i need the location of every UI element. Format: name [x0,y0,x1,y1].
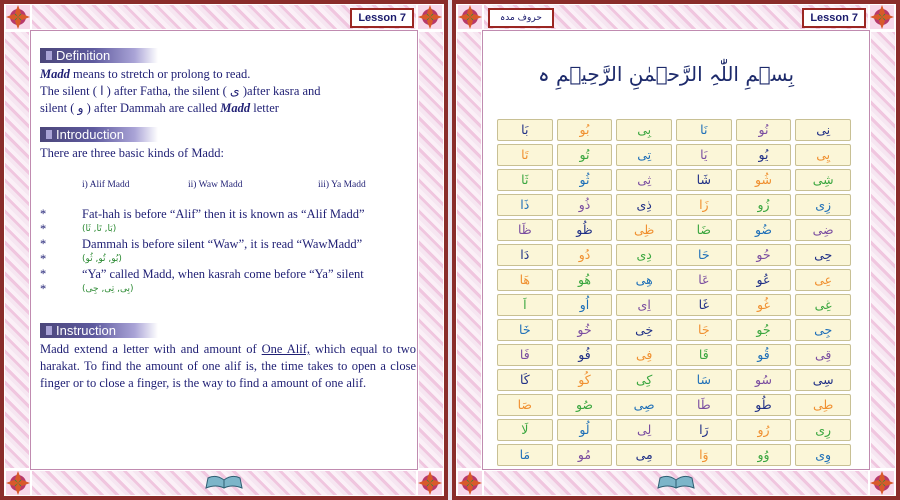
definition-heading: Definition [40,48,158,63]
bullet-item: * “Ya” called Madd, when kasrah come before “Ya” silent [40,267,364,281]
letter-cell[interactable]: یُو [736,144,792,166]
corner-flower-icon [417,470,443,496]
letter-cell[interactable]: قُو [736,344,792,366]
letter-cell[interactable]: مُو [557,444,613,466]
letter-cell[interactable]: کَا [497,369,553,391]
letter-cell[interactable]: مِی [616,444,672,466]
letter-cell[interactable]: تُو [557,144,613,166]
letter-cell[interactable]: ضَا [676,219,732,241]
bullet-item: * Dammah is before silent “Waw”, it is read “WawMadd” [40,237,363,251]
letter-cell[interactable]: رَا [676,419,732,441]
lesson-label: Lesson 7 [802,8,866,28]
letter-cell[interactable]: ضِی [795,219,851,241]
letter-cell[interactable]: غِی [795,294,851,316]
basmala: بِسۡمِ اللّٰہِ الرَّحۡمٰنِ الرَّحِیۡمِ ہ [537,62,795,86]
floral-border-left [457,32,481,468]
letter-cell[interactable]: حِی [795,244,851,266]
letter-cell[interactable]: اَ [497,294,553,316]
letter-cell[interactable]: حُو [736,244,792,266]
floral-border-right [871,32,895,468]
letter-cell[interactable]: کِی [616,369,672,391]
lesson-text [40,48,416,392]
letter-cell[interactable]: رُو [736,419,792,441]
definition-line-3: silent ( و ) after Dammah are called Madd letter [40,101,279,115]
letter-cell[interactable]: فُو [557,344,613,366]
letter-cell[interactable]: فِی [616,344,672,366]
letter-cell[interactable]: هِی [616,269,672,291]
letter-cell[interactable]: رِی [795,419,851,441]
letter-cell[interactable]: ثَا [497,169,553,191]
letter-cell[interactable]: خُو [557,319,613,341]
letter-cell[interactable]: صَا [497,394,553,416]
definition-line-1: Madd means to stretch or prolong to read. [40,67,251,81]
madd-letter-grid [497,119,851,466]
letter-cell[interactable]: خِی [616,319,672,341]
letter-cell[interactable]: تَا [497,144,553,166]
letter-cell[interactable]: دُو [557,244,613,266]
letter-cell[interactable]: هَا [497,269,553,291]
instruction-heading: Instruction [40,323,158,338]
letter-cell[interactable]: خَا [497,319,553,341]
letter-cell[interactable]: زُو [736,194,792,216]
letter-cell[interactable]: تِی [616,144,672,166]
corner-flower-icon [457,470,483,496]
letter-cell[interactable]: طُو [736,394,792,416]
letter-cell[interactable]: غَا [676,294,732,316]
letter-cell[interactable]: دِی [616,244,672,266]
letter-cell[interactable]: لِی [616,419,672,441]
letter-cell[interactable]: طِی [795,394,851,416]
letter-cell[interactable]: غُو [736,294,792,316]
left-page [0,0,448,500]
open-book-icon [656,474,696,490]
urdu-title-label: حروف مدہ [488,8,554,28]
letter-cell[interactable]: صُو [557,394,613,416]
letter-cell[interactable]: دَا [497,244,553,266]
letter-cell[interactable]: سُو [736,369,792,391]
letter-cell[interactable]: شَا [676,169,732,191]
letter-cell[interactable]: سَا [676,369,732,391]
letter-cell[interactable]: نِی [795,119,851,141]
letter-cell[interactable]: یَا [676,144,732,166]
corner-flower-icon [5,470,31,496]
letter-cell[interactable]: اُو [557,294,613,316]
letter-cell[interactable]: جَا [676,319,732,341]
letter-cell[interactable]: ظِی [616,219,672,241]
letter-cell[interactable]: نَا [676,119,732,141]
letter-cell[interactable]: جُو [736,319,792,341]
letter-cell[interactable]: وِی [795,444,851,466]
letter-cell[interactable]: قِی [795,344,851,366]
instruction-text: Madd extend a letter with and amount of One Alif, which equal to two harakat. To find the amount of one alif is, the time takes to open a close finger or to close a finger, is the way to find a amount of one alif. [40,342,417,390]
letter-cell[interactable]: یِی [795,144,851,166]
letter-cell[interactable]: قَا [676,344,732,366]
bullet-item: * (بِی, تِی, جِی) [40,282,134,296]
letter-cell[interactable]: کُو [557,369,613,391]
letter-cell[interactable]: زِی [795,194,851,216]
letter-cell[interactable]: بُو [557,119,613,141]
bullet-item: * (بَا, تَا, ثَا) [40,222,117,236]
letter-cell[interactable]: طَا [676,394,732,416]
letter-cell[interactable]: بَا [497,119,553,141]
letter-cell[interactable]: اِی [616,294,672,316]
letter-cell[interactable]: شُو [736,169,792,191]
bullet-item: * Fat-hah is before “Alif” then it is known as “Alif Madd” [40,207,365,221]
letter-cell[interactable]: مَا [497,444,553,466]
letter-cell[interactable]: ذَا [497,194,553,216]
letter-cell[interactable]: عُو [736,269,792,291]
corner-flower-icon [5,4,31,30]
floral-border-right [419,32,443,468]
corner-flower-icon [869,470,895,496]
letter-cell[interactable]: حَا [676,244,732,266]
lesson-label: Lesson 7 [350,8,414,28]
letter-cell[interactable]: عَا [676,269,732,291]
letter-cell[interactable]: ظَا [497,219,553,241]
corner-flower-icon [457,4,483,30]
letter-cell[interactable]: فَا [497,344,553,366]
letter-cell[interactable]: لُو [557,419,613,441]
letter-cell[interactable]: ذِی [616,194,672,216]
letter-cell[interactable]: نُو [736,119,792,141]
letter-cell[interactable]: جِی [795,319,851,341]
letter-cell[interactable]: وُو [736,444,792,466]
letter-cell[interactable]: ظُو [557,219,613,241]
letter-cell[interactable]: زَا [676,194,732,216]
letter-cell[interactable]: شِی [795,169,851,191]
letter-cell[interactable]: ذُو [557,194,613,216]
letter-cell[interactable]: ثِی [616,169,672,191]
definition-line-2: The silent ( ا ) after Fatha, the silent ( ی )after kasra and [40,84,321,98]
letter-cell[interactable]: لَا [497,419,553,441]
letter-cell[interactable]: وَا [676,444,732,466]
letter-cell[interactable]: ضُو [736,219,792,241]
letter-cell[interactable]: بِی [616,119,672,141]
floral-border-left [5,32,29,468]
letter-cell[interactable]: عِی [795,269,851,291]
letter-cell[interactable]: ثُو [557,169,613,191]
introduction-heading: Introduction [40,127,158,142]
madd-kinds: i) Alif Madd ii) Waw Madd iii) Ya Madd [82,180,366,190]
bullet-item: * (بُو, تُو, ثُو) [40,252,122,266]
letter-cell[interactable]: هُو [557,269,613,291]
letter-cell[interactable]: سِی [795,369,851,391]
introduction-text: There are three basic kinds of Madd: [40,146,224,160]
open-book-icon [204,474,244,490]
corner-flower-icon [417,4,443,30]
letter-cell[interactable]: صِی [616,394,672,416]
corner-flower-icon [869,4,895,30]
right-page [452,0,900,500]
